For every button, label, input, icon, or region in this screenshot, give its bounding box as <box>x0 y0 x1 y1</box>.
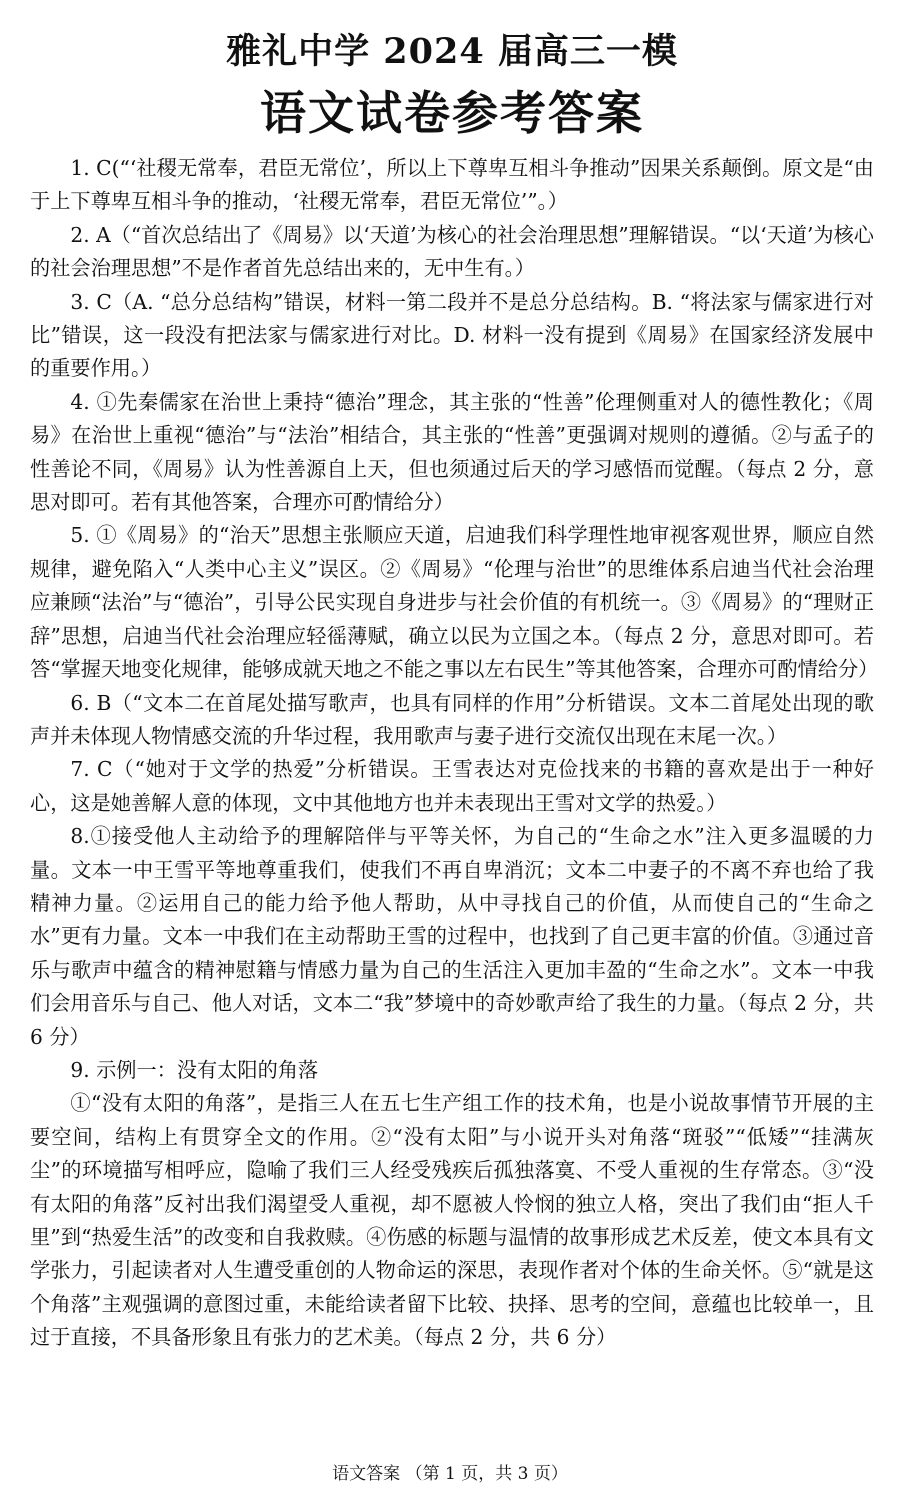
page-footer: 语文答案 （第 1 页，共 3 页） <box>332 1464 568 1484</box>
answer-item-1: 1. C(“‘社稷无常奉，君臣无常位’，所以上下尊卑互相斗争推动”因果关系颠倒。原文是“由于上下尊卑互相斗争的推动，‘社稷无常奉，君臣无常位’”。） <box>30 156 874 214</box>
answer-item-9-body: ①“没有太阳的角落”，是指三人在五七生产组工作的技术角，也是小说故事情节开展的主要空间，结构上有贯穿全文的作用。②“没有太阳”与小说开头对角落“斑驳”“低矮”“挂满灰尘”的环境描写相呼应，隐喻了我们三人经受残疾后孤独落寞、不受人重视的生存常态。③“没有太阳的角落”反衬出我们渴望受人重视，却不愿被人怜悯的独立人格，突出了我们由“拒人千里”到“热爱生活”的改变和自我救赎。④伤感的标题与温情的故事形成艺术反差，使文本具有文学张力，引起读者对人生遭受重创的人物命运的深思，表现作者对个体的生命关怀。⑤“就是这个角落”主观强调的意图过重，未能给读者留下比较、抉择、思考的空间，意蕴也比较单一，且过于直接，不具备形象且有张力的艺术美。（每点 2 分，共 6 分） <box>30 1091 874 1350</box>
answer-item-5: 5. ①《周易》的“治天”思想主张顺应天道，启迪我们科学理性地审视客观世界，顺应自然规律，避免陷入“人类中心主义”误区。②《周易》“伦理与治世”的思维体系启迪当代社会治理应兼顾“法治”与“德治”，引导公民实现自身进步与社会价值的有机统一。③《周易》的“理财正辞”思想，启迪当代社会治理应轻徭薄赋，确立以民为立国之本。（每点 2 分，意思对即可。若答“掌握天地变化规律，能够成就天地之不能之事以左右民生”等其他答案，合理亦可酌情给分） <box>30 523 879 682</box>
answer-list <box>30 152 879 1355</box>
answer-item-2: 2. A（“首次总结出了《周易》以‘天道’为核心的社会治理思想”理解错误。“以‘天道’为核心的社会治理思想”不是作者首先总结出来的，无中生有。） <box>30 222 874 281</box>
answer-item-8: 8.①接受他人主动给予的理解陪伴与平等关怀，为自己的“生命之水”注入更多温暖的力量。文本一中王雪平等地尊重我们，使我们不再自卑消沉；文本二中妻子的不离不弃也给了我精神力量。②运用自己的能力给予他人帮助，从中寻找自己的价值，从而使自己的“生命之水”更有力量。文本一中我们在主动帮助王雪的过程中，也找到了自己更丰富的价值。③通过音乐与歌声中蕴含的精神慰籍与情感力量为自己的生活注入更加丰盈的“生命之水”。文本一中我们会用音乐与自己、他人对话，文本二“我”梦境中的奇妙歌声给了我生的力量。（每点 2 分，共 6 分） <box>30 824 874 1049</box>
answer-item-3: 3. C（A. “总分总结构”错误，材料一第二段并不是总分总结构。B. “将法家与儒家进行对比”错误，这一段没有把法家与儒家进行对比。D. 材料一没有提到《周易》在国家经济发展中的重要作用。） <box>30 289 874 381</box>
school-exam-heading: 雅礼中学 2024 届高三一模 <box>226 31 678 72</box>
document-title: 语文试卷参考答案 <box>260 86 644 140</box>
answer-item-9-heading: 9. 示例一：没有太阳的角落 <box>70 1057 319 1082</box>
answer-item-6: 6. B（“文本二在首尾处描写歌声，也具有同样的作用”分析错误。文本二首尾处出现的歌声并未体现人物情感交流的升华过程，我用歌声与妻子进行交流仅出现在末尾一次。） <box>30 690 874 748</box>
answer-item-4: 4. ①先秦儒家在治世上秉持“德治”理念，其主张的“性善”伦理侧重对人的德性教化；《周易》在治世上重视“德治”与“法治”相结合，其主张的“性善”更强调对规则的遵循。②与孟子的性善论不同，《周易》认为性善源自上天，但也须通过后天的学习感悟而觉醒。（每点 2 分，意思对即可。若有其他答案，合理亦可酌情给分） <box>30 389 874 515</box>
answer-item-7: 7. C（“她对于文学的热爱”分析错误。王雪表达对克俭找来的书籍的喜欢是出于一种好心，这是她善解人意的体现，文中其他地方也并未表现出王雪对文学的热爱。） <box>30 757 874 815</box>
